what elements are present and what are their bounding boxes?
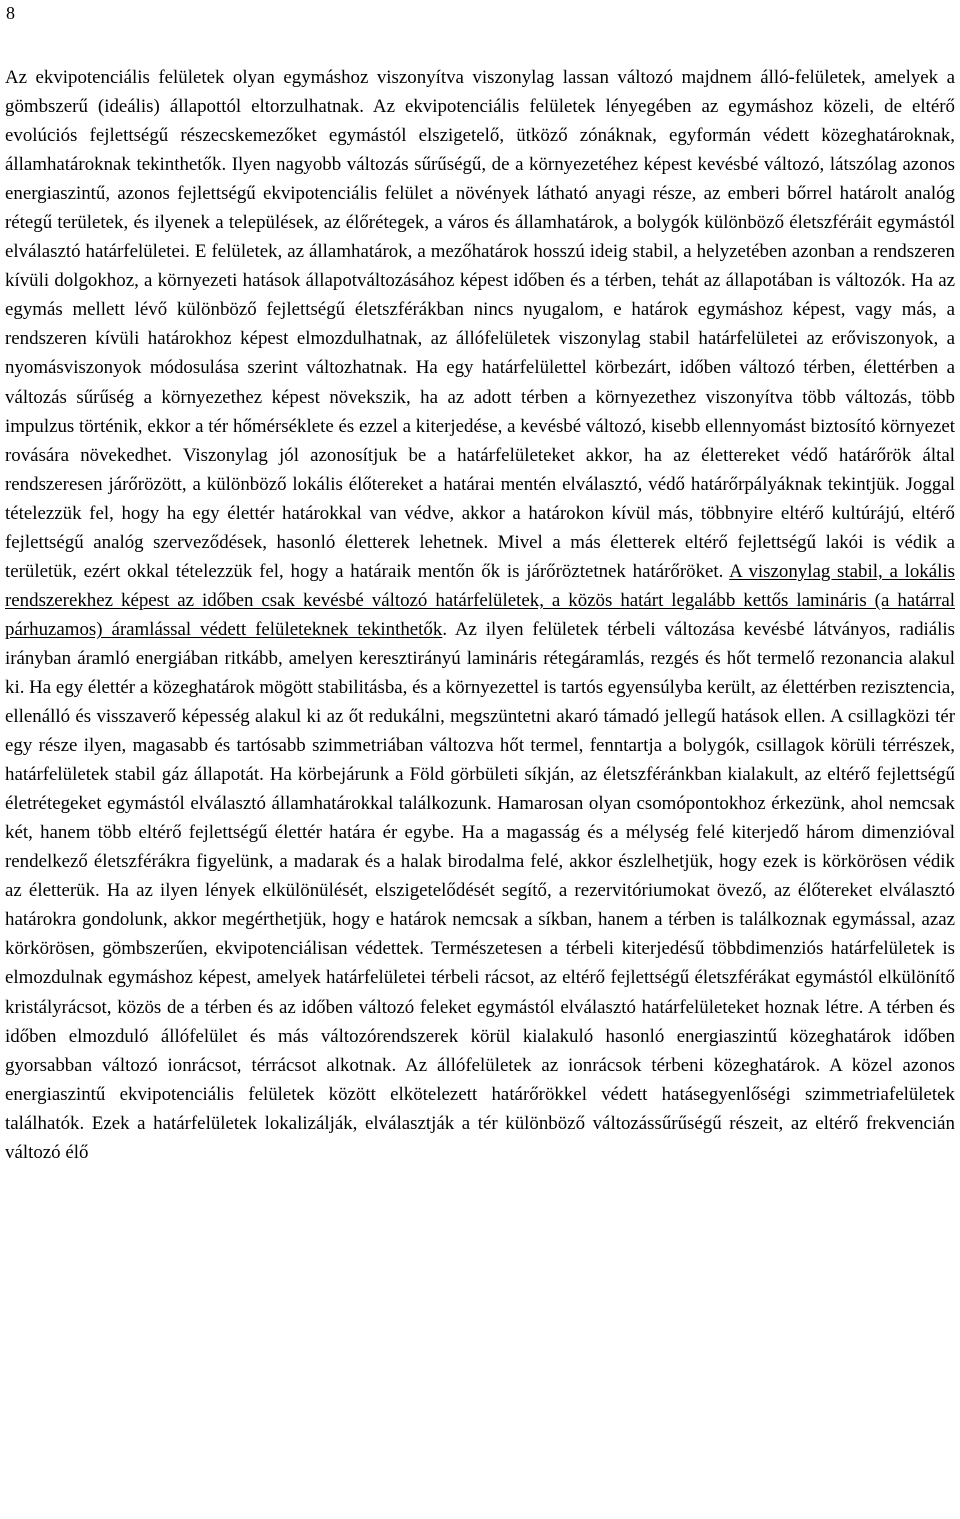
paragraph-text-start: Az ekvipotenciális felületek olyan egymáshoz viszonyítva viszonylag lassan változó majdnem álló-felületek, amelyek a gömbszerű (ideális) állapottól eltorzulhatnak. Az ekvipotenciális felületek lényegében az egymáshoz közeli, de eltérő evolúciós fejlettségű részecskemezőket egymástól elszigetelő, ütköző zónáknak, egyformán védett közeghatároknak, államhatároknak tekinthetők. Ilyen nagyobb változás sűrűségű, de a környezetéhez képest kevésbé változó, látszólag azonos energiaszintű, azonos fejlettségű ekvipotenciális felület a növények látható anyagi része, az emberi bőrrel határolt analóg rétegű területek, és ilyenek a települések, az élőrétegek, a város és államhatárok, a bolygók különböző életszféráit egymástól elválasztó határfelületei. E felületek, az államhatárok, a mezőhatárok hosszú ideig stabil, a helyzetében azonban a rendszeren kívüli dolgokhoz, a környezeti hatások állapotváltozásához képest időben és a térben, tehát az állapotában is változók. Ha az egymás mellett lévő különböző fejlettségű életszférákban nincs nyugalom, e határok egymáshoz képest, vagy más, a rendszeren kívüli határokhoz képest elmozdulhatnak, az állófelületek viszonylag stabil határfelületei az erőviszonyok, a nyomásviszonyok módosulása szerint változhatnak. Ha egy határfelülettel körbezárt, időben változó térben, élettérben a változás sűrűség a környezethez képest növekszik, ha az adott térben a környezethez viszonyítva több változás, több impulzus történik, ekkor a tér hőmérséklete és ezzel a kiterjedése, a kevésbé változó, kisebb ellennyomást biztosító környezet rovására növekedhet. Viszonylag jól azonosítjuk be a határfelületeket akkor, ha az élettereket védő határőrök által rendszeresen járőrözött, a különböző lokális élőtereket a határai mentén elválasztó, védő határőrpályáknak tekintjük. Joggal tételezzük fel, hogy ha egy élettér határokkal van védve, akkor a határokon kívül más, többnyire eltérő kultúrájú, eltérő fejlettségű analóg szerveződések, hasonló életterek lehetnek. Mivel a más életterek eltérő fejlettségű lakói is védik a területük, ezért okkal tételezzük fel, hogy a határaik mentőn ők is járőröztetnek határőröket.	[5, 67, 955, 582]
underlined-statement: A viszonylag stabil, a lokális rendszerekhez képest az időben csak kevésbé változó határfelületek, a közös határt legalább kettős lamináris (a határral párhuzamos) áramlással védett felületeknek tekinthetők	[5, 560, 955, 640]
paragraph-text-end: . Az ilyen felületek térbeli változása kevésbé látványos, radiális irányban áramló energiában ritkább, amelyen keresztirányú lamináris rétegáramlás, rezgés és hőt termelő rezonancia alakul ki. Ha egy élettér a közeghatárok mögött stabilitásba, és a környezettel is tartós egyensúlyba került, az élettérben rezisztencia, ellenálló és visszaverő képesség alakul ki az őt redukálni, megszüntetni akaró támadó jellegű hatások ellen. A csillagközi tér egy része ilyen, magasabb és tartósabb szimmetriában változva hőt termel, fenntartja a bolygók, csillagok körüli térrészek, határfelületek stabil gáz állapotát. Ha körbejárunk a Föld görbületi síkján, az életszféránkban kialakult, az eltérő fejlettségű életrétegeket egymástól elválasztó államhatárokkal találkozunk. Hamarosan olyan csomópontokhoz érkezünk, ahol nemcsak két, hanem több eltérő fejlettségű élettér határa ér egybe. Ha a magasság és a mélység felé kiterjedő három dimenzióval rendelkező életszférákra figyelünk, a madarak és a halak birodalma felé, akkor észlelhetjük, hogy ezek is körkörösen védik az életterük. Ha az ilyen lények elkülönülését, elszigetelődését segítő, a rezervitóriumokat övező, az élőtereket elválasztó határokra gondolunk, akkor megérthetjük, hogy e határok nemcsak a síkban, hanem a térben is találkoznak egymással, azaz körkörösen, gömbszerűen, ekvipotenciálisan védettek. Természetesen a térbeli kiterjedésű többdimenziós határfelületek is elmozdulnak egymáshoz képest, amelyek határfelületei térbeli rácsot, az eltérő fejlettségű életszférákat egymástól elkülönítő kristályrácsot, közös de a térben és az időben változó feleket egymástól elválasztó határfelületeket hoznak létre. A térben és időben elmozduló állófelület és más változórendszerek körül kialakuló hasonló energiaszintű közeghatárok időben gyorsabban változó ionrácsot, térrácsot alkotnak. Az állófelületek az ionrácsok térbeni közeghatárok. A közel azonos energiaszintű ekvipotenciális felületek között elkötelezett határőrökkel védett hatásegyenlőségi szimmetriafelületek találhatók. Ezek a határfelületek lokalizálják, elválasztják a tér különböző változássűrűségű részeit, az eltérő frekvencián változó élő	[5, 618, 955, 1163]
page-number: 8	[6, 3, 15, 23]
body-paragraph	[5, 63, 955, 1167]
